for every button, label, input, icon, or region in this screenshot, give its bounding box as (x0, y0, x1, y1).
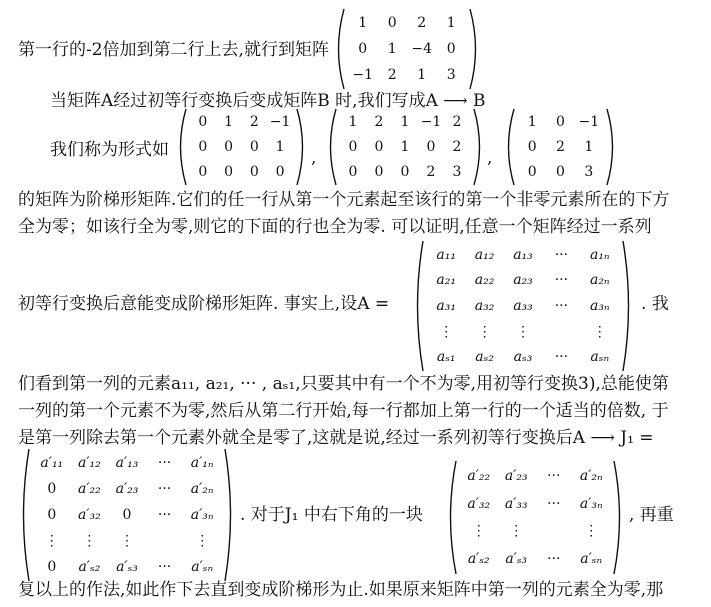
matrix-entry: a′ₛₙ (191, 559, 214, 575)
left-paren (331, 109, 337, 185)
matrix-entry: a₃₁ (436, 297, 456, 314)
matrix-entry: ⋮ (195, 533, 210, 549)
matrix-entry: ··· (547, 467, 561, 484)
matrix-grid (340, 110, 470, 184)
matrix-entry: a′₁ₙ (190, 455, 214, 471)
left-paren (509, 109, 515, 185)
line-6-suffix: . 我 (641, 294, 669, 314)
matrix-entry: 0 (198, 163, 208, 180)
matrix-entry: a′₂ₙ (190, 481, 214, 497)
matrix-entry: ··· (157, 559, 172, 575)
matrix-entry: aₛ₁ (436, 349, 456, 366)
matrix-entry: a′₁₂ (78, 455, 101, 471)
matrix-entry: a′₁₁ (40, 455, 64, 471)
matrix-entry: 0 (275, 163, 285, 180)
left-paren (451, 461, 457, 574)
matrix-entry: ⋮ (592, 323, 607, 340)
matrix-grid (33, 450, 221, 580)
left-paren (24, 449, 30, 581)
matrix-entry: 3 (584, 163, 594, 180)
line-7: 们看到第一列的元素a₁₁, a₂₁, ··· , aₛ₁,只要其中有一个不为零,用初等行变换3),总能使第 (18, 374, 669, 394)
matrix-entry: ⋮ (44, 533, 59, 549)
line-10-mid: . 对于J₁ 中右下角的一块 (240, 505, 423, 525)
matrix-entry: 0 (47, 481, 57, 497)
line-11: 复以上的作法,如此作下去直到变成阶梯形为止.如果原来矩阵中第一列的元素全为零,那 (18, 580, 664, 600)
matrix-entry: a′₁₃ (115, 455, 139, 471)
matrix-entry: ⋮ (509, 523, 524, 540)
comma-1: , (311, 148, 317, 168)
matrix-entry: a₃ₙ (589, 297, 610, 314)
matrix-entry: 0 (374, 138, 384, 155)
matrix-entry: 0 (358, 41, 368, 57)
matrix-entry: 1 (417, 67, 427, 83)
matrix-entry: 3 (452, 163, 462, 180)
right-paren (225, 449, 231, 581)
matrix-entry: ⋮ (119, 533, 134, 549)
matrix-entry: a₂₁ (436, 272, 456, 289)
matrix-entry: 0 (400, 163, 410, 180)
matrix-entry: 0 (446, 41, 456, 57)
matrix-grid (518, 110, 603, 184)
matrix-entry: ⋮ (471, 523, 486, 540)
matrix-echelon-example-1 (175, 108, 308, 186)
matrix-entry: a₃₂ (474, 297, 495, 314)
matrix-entry: a′₃ₙ (579, 495, 603, 512)
matrix-entry: 1 (358, 15, 368, 31)
matrix-entry: 0 (224, 138, 234, 155)
matrix-A (412, 240, 634, 372)
line-3-prefix: 我们称为形式如 (50, 140, 169, 160)
matrix-entry: 0 (387, 15, 397, 31)
matrix-entry: 0 (556, 114, 565, 131)
matrix-entry: 1 (584, 138, 594, 155)
matrix-entry: a′ₛ₃ (505, 551, 528, 568)
matrix-entry: 0 (198, 138, 208, 155)
matrix-entry: −1 (269, 114, 291, 131)
matrix-entry: 2 (426, 163, 436, 180)
matrix-entry: 0 (249, 138, 259, 155)
matrix-entry: a₁₃ (513, 246, 533, 263)
matrix-entry: ⋮ (82, 533, 97, 549)
matrix-entry: a₁₂ (474, 246, 495, 263)
matrix-entry: ··· (157, 455, 172, 471)
matrix-entry: a′₂₂ (78, 481, 101, 497)
matrix-entry: 0 (348, 138, 358, 155)
matrix-entry: ··· (157, 507, 172, 523)
matrix-entry: 1 (527, 114, 537, 131)
matrix-entry: a′ₛ₂ (467, 551, 490, 568)
matrix-grid (427, 242, 619, 370)
right-paren (623, 241, 629, 371)
matrix-entry: 1 (400, 114, 410, 131)
right-paren (607, 109, 613, 185)
matrix-entry (542, 319, 580, 345)
matrix-entry: 0 (426, 138, 436, 155)
line-9: 是第一列除去第一个元素外就全是零了,这就是说,经过一系列初等行变换后A ⟶ J₁ = (18, 428, 654, 448)
matrix-entry: a₂₂ (474, 272, 495, 289)
matrix-entry: ··· (157, 481, 172, 497)
matrix-entry: 1 (348, 114, 358, 131)
matrix-entry: 2 (387, 67, 397, 83)
left-paren (339, 9, 345, 89)
matrix-entry: aₛ₃ (513, 349, 533, 366)
matrix-entry: a′₂₂ (467, 467, 491, 484)
matrix-entry: 1 (224, 114, 234, 131)
line-6-prefix: 初等行变换后意能变成阶梯形矩阵. 事实上,设A = (18, 294, 390, 314)
comma-2: , (487, 148, 493, 168)
matrix-entry: −1 (352, 67, 374, 83)
matrix-entry: −4 (411, 41, 433, 57)
matrix-entry (535, 518, 573, 546)
matrix-entry: 0 (527, 138, 537, 155)
matrix-submatrix (445, 460, 625, 575)
line-4: 的矩阵为阶梯形矩阵.它们的任一行从第一个元素起至该行的第一个非零元素所在的下方 (18, 190, 670, 210)
matrix-echelon-example-3 (503, 108, 618, 186)
matrix-entry: 1 (446, 15, 456, 31)
matrix-entry: ⋮ (584, 523, 599, 540)
matrix-entry: a′ₛ₃ (116, 559, 138, 575)
matrix-entry: ⋮ (477, 323, 492, 340)
matrix-entry: a₁₁ (436, 246, 456, 263)
matrix-entry: 0 (348, 163, 358, 180)
matrix-entry: a′ₛₙ (580, 551, 603, 568)
matrix-entry: −1 (420, 114, 442, 131)
matrix-entry: ⋮ (515, 323, 530, 340)
matrix-entry: a′₂₃ (504, 467, 528, 484)
matrix-entry: ⋮ (439, 323, 454, 340)
matrix-entry: 2 (452, 138, 462, 155)
line-5: 全为零；如该行全为零,则它的下面的行也全为零. 可以证明,任意一个矩阵经过一系列 (18, 217, 652, 237)
matrix-entry: 1 (400, 138, 410, 155)
matrix-entry: 0 (556, 163, 565, 180)
right-paren (470, 9, 476, 89)
matrix-entry: a′₃ₙ (190, 507, 214, 523)
matrix-entry: a′₂ₙ (579, 467, 603, 484)
matrix-entry: a′ₛ₂ (78, 559, 101, 575)
matrix-entry: aₛ₂ (475, 349, 494, 366)
matrix-entry: −1 (578, 114, 600, 131)
matrix-entry (146, 528, 184, 554)
matrix-entry: 0 (47, 559, 57, 575)
matrix-elementary-result (333, 8, 481, 90)
matrix-grid (348, 10, 466, 88)
right-paren (474, 109, 480, 185)
matrix-entry: 0 (122, 507, 132, 523)
matrix-entry: 0 (198, 114, 208, 131)
matrix-entry: ··· (547, 495, 561, 512)
right-paren (297, 109, 303, 185)
left-paren (418, 241, 424, 371)
matrix-entry: 2 (556, 138, 565, 155)
matrix-entry: 2 (417, 15, 427, 31)
matrix-entry: 1 (387, 41, 397, 57)
line-10-end: , 再重 (629, 505, 674, 525)
left-paren (181, 109, 187, 185)
matrix-entry: a′₃₂ (467, 495, 491, 512)
matrix-entry: a₃₃ (513, 297, 533, 314)
matrix-entry: a₂₃ (513, 272, 533, 289)
matrix-echelon-example-2 (325, 108, 485, 186)
matrix-entry: a₁ₙ (589, 246, 610, 263)
matrix-entry: aₛₙ (590, 349, 610, 366)
matrix-entry: 2 (249, 114, 259, 131)
line-8: 一列的第一个元素不为零,然后从第二行开始,每一行都加上第一行的一个适当的倍数, 于 (18, 401, 669, 421)
matrix-entry: 2 (374, 114, 384, 131)
matrix-grid (190, 110, 293, 184)
matrix-entry: ··· (554, 297, 569, 314)
matrix-entry: ··· (554, 349, 569, 366)
matrix-entry: 0 (249, 163, 259, 180)
matrix-J1 (18, 448, 236, 582)
matrix-entry: 3 (446, 67, 456, 83)
matrix-entry: ··· (554, 246, 569, 263)
matrix-entry: 0 (47, 507, 57, 523)
line-1: 第一行的-2倍加到第二行上去,就行到矩阵 (18, 40, 329, 60)
matrix-grid (460, 462, 610, 573)
matrix-entry: 2 (452, 114, 462, 131)
matrix-entry: a′₃₃ (504, 495, 528, 512)
matrix-entry: 0 (224, 163, 234, 180)
matrix-entry: a′₃₂ (78, 507, 101, 523)
matrix-entry: 0 (374, 163, 384, 180)
matrix-entry: a′₂₃ (115, 481, 139, 497)
matrix-entry: ··· (554, 272, 569, 289)
right-paren (614, 461, 620, 574)
matrix-entry: 1 (275, 138, 285, 155)
matrix-entry: a₂ₙ (589, 272, 610, 289)
matrix-entry: 0 (527, 163, 537, 180)
matrix-entry: ··· (547, 551, 561, 568)
line-2: 当矩阵A经过初等行变换后变成矩阵B 时,我们写成A ⟶ B (50, 91, 486, 111)
